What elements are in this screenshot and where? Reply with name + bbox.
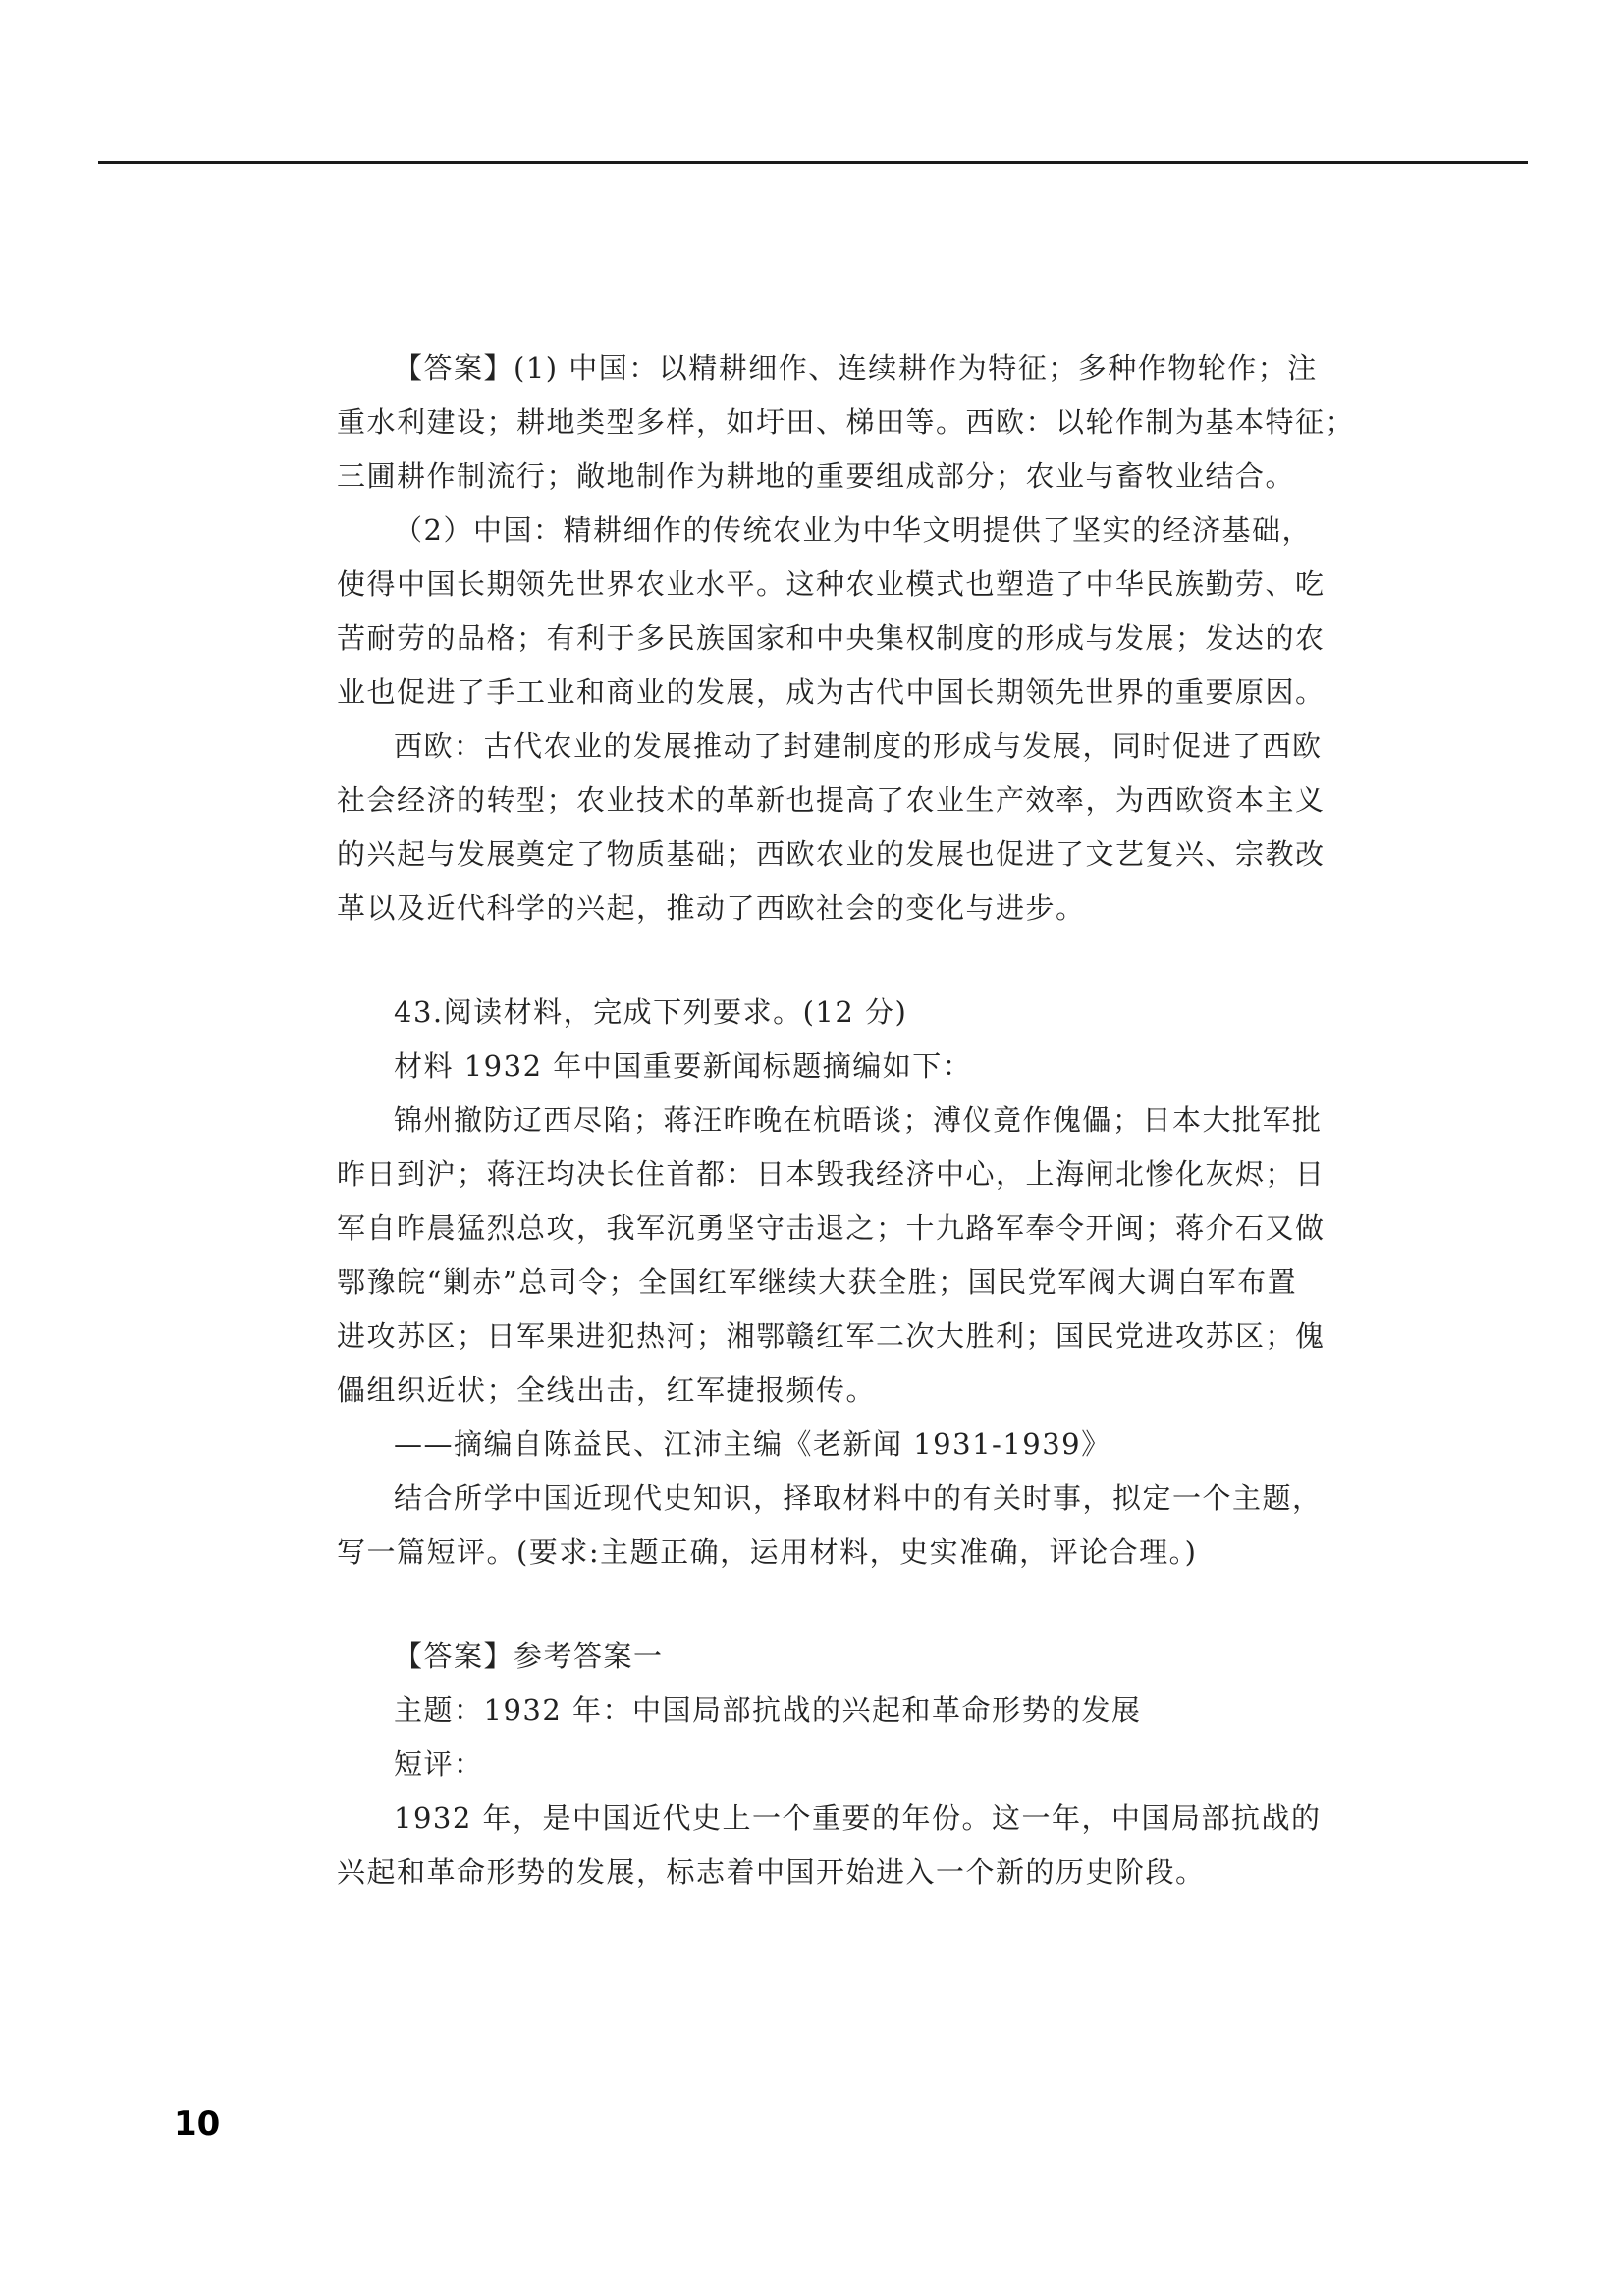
answer-line: 【答案】(1) 中国：以精耕细作、连续耕作为特征；多种作物轮作；注: [394, 351, 1318, 385]
material-source: ——摘编自陈益民、江沛主编《老新闻 1931-1939》: [394, 1427, 1111, 1461]
answer-heading: 【答案】参考答案一: [394, 1639, 664, 1673]
answer-line: （2）中国：精耕细作的传统农业为中华文明提供了坚实的经济基础，: [394, 513, 1312, 547]
section-gap: [337, 935, 1299, 986]
answer-line: 业也促进了手工业和商业的发展，成为古代中国长期领先世界的重要原因。: [337, 675, 1326, 709]
question-prompt: 写一篇短评。(要求:主题正确，运用材料，史实准确，评论合理。): [337, 1535, 1198, 1569]
page-number: 10: [174, 2105, 221, 2144]
answer-line: 的兴起与发展奠定了物质基础；西欧农业的发展也促进了文艺复兴、宗教改: [337, 837, 1326, 871]
section-gap: [337, 1579, 1299, 1629]
answer-line: 社会经济的转型；农业技术的革新也提高了农业生产效率，为西欧资本主义: [337, 783, 1326, 817]
answer-line: 西欧：古代农业的发展推动了封建制度的形成与发展，同时促进了西欧: [394, 729, 1323, 763]
answer-line: 苦耐劳的品格；有利于多民族国家和中央集权制度的形成与发展；发达的农: [337, 621, 1326, 655]
question-block-43: [337, 986, 1326, 1579]
material-line: 鄂豫皖“剿赤”总司令；全国红军继续大获全胜；国民党军阀大调白军布置: [337, 1265, 1298, 1299]
answer-line: 重水利建设；耕地类型多样，如圩田、梯田等。西欧：以轮作制为基本特征；: [337, 405, 1356, 439]
answer-line: 兴起和革命形势的发展，标志着中国开始进入一个新的历史阶段。: [337, 1855, 1206, 1889]
answer-line: 三圃耕作制流行；敞地制作为耕地的重要组成部分；农业与畜牧业结合。: [337, 459, 1296, 493]
material-line: 儡组织近状；全线出击，红军捷报频传。: [337, 1373, 877, 1407]
header-rule: [98, 161, 1528, 164]
answer-block-41: [337, 342, 1356, 935]
page-content: [337, 342, 1356, 1899]
answer-theme: 主题：1932 年：中国局部抗战的兴起和革命形势的发展: [394, 1693, 1142, 1727]
material-line: 军自昨晨猛烈总攻，我军沉勇坚守击退之；十九路军奉令开闽；蒋介石又做: [337, 1211, 1326, 1245]
question-prompt: 结合所学中国近现代史知识，择取材料中的有关时事，拟定一个主题，: [394, 1481, 1323, 1515]
material-intro: 材料 1932 年中国重要新闻标题摘编如下：: [394, 1049, 973, 1083]
material-line: 进攻苏区；日军果进犯热河；湘鄂赣红军二次大胜利；国民党进攻苏区；傀: [337, 1319, 1326, 1353]
question-title: 43.阅读材料，完成下列要求。(12 分): [394, 995, 908, 1029]
answer-block-43: [337, 1629, 1322, 1899]
answer-line: 使得中国长期领先世界农业水平。这种农业模式也塑造了中华民族勤劳、吃: [337, 567, 1326, 601]
material-line: 锦州撤防辽西尽陷；蒋汪昨晚在杭晤谈；溥仪竟作傀儡；日本大批军批: [394, 1103, 1323, 1137]
material-line: 昨日到沪；蒋汪均决长住首都：日本毁我经济中心，上海闸北惨化灰烬；日: [337, 1157, 1326, 1191]
answer-label: 短评：: [394, 1747, 484, 1781]
answer-line: 1932 年，是中国近代史上一个重要的年份。这一年，中国局部抗战的: [394, 1801, 1322, 1835]
answer-line: 革以及近代科学的兴起，推动了西欧社会的变化与进步。: [337, 891, 1086, 925]
